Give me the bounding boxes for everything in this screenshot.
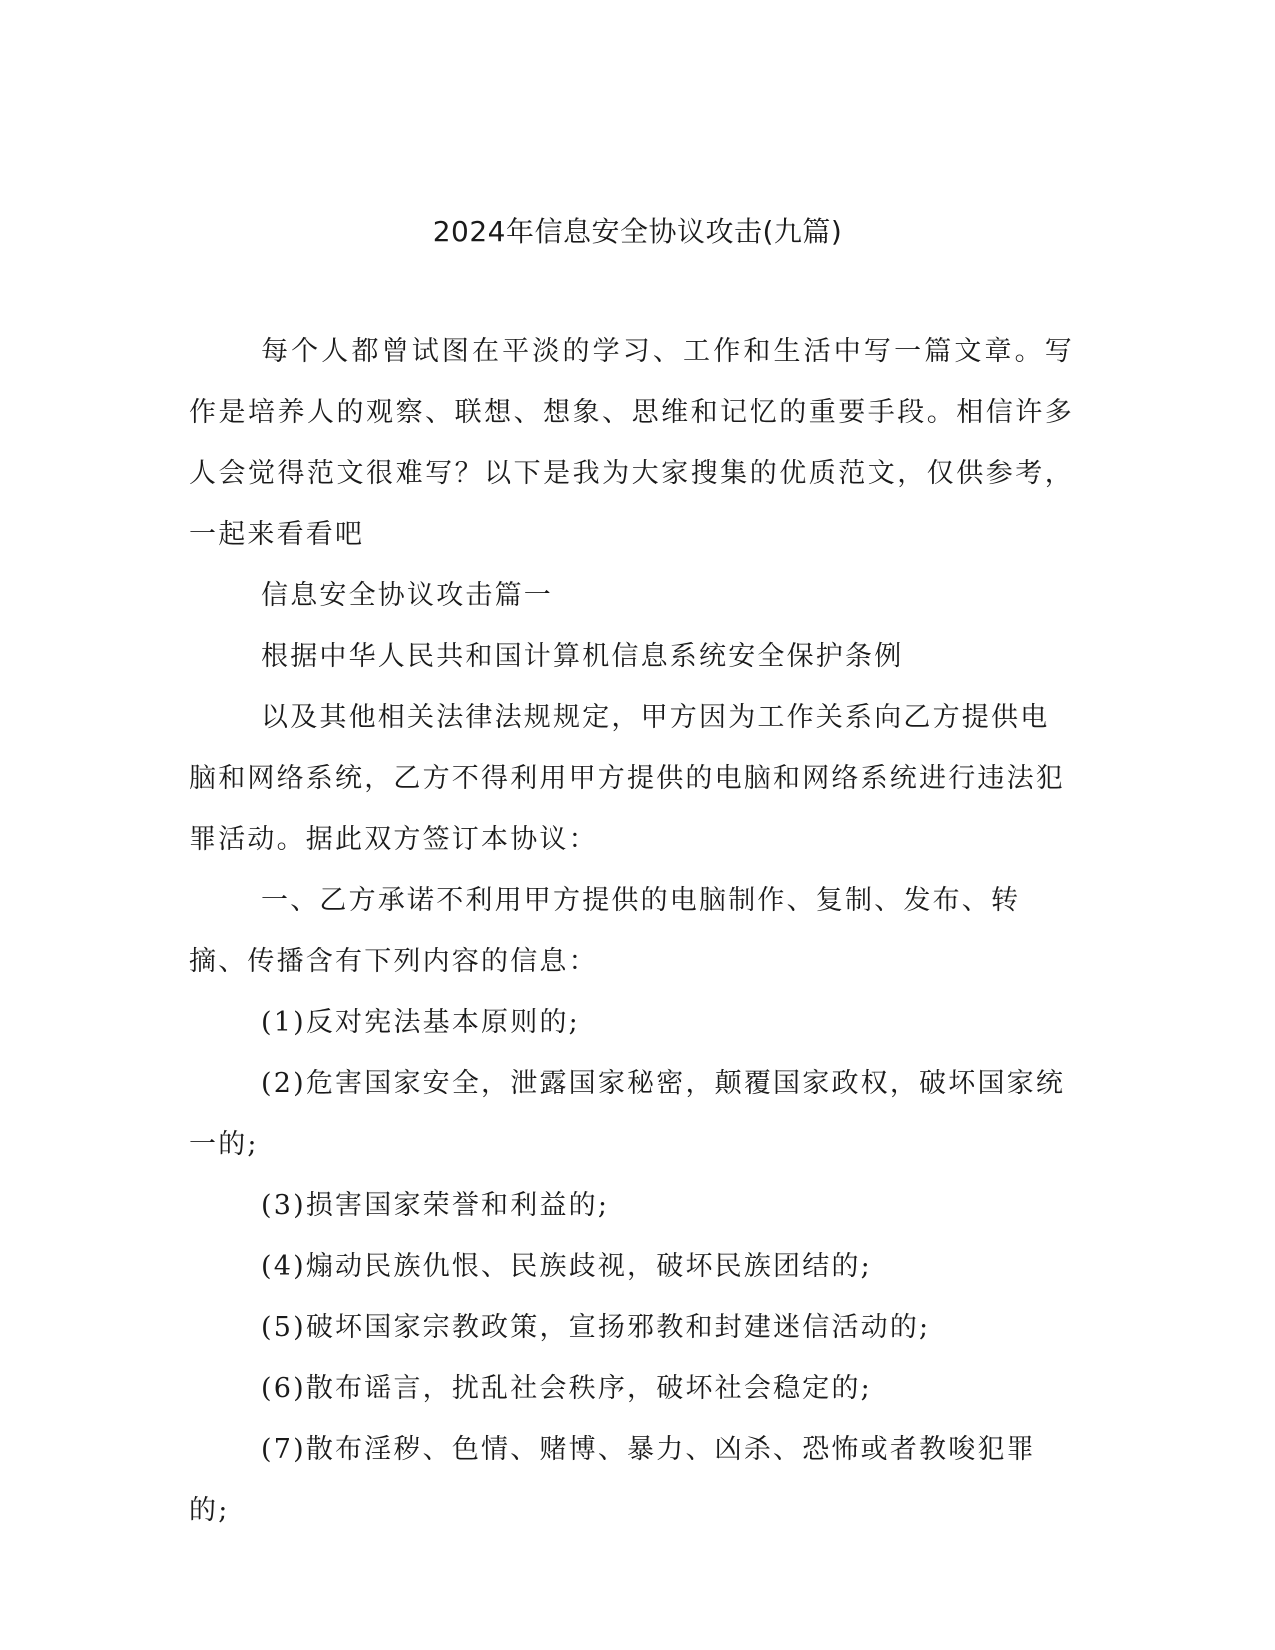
intro-paragraph: 每个人都曾试图在平淡的学习、工作和生活中写一篇文章。写作是培养人的观察、联想、想象、思维和记忆的重要手段。相信许多人会觉得范文很难写？以下是我为大家搜集的优质范文，仅供参考，一起来看看吧 [189, 336, 1074, 550]
document-body [189, 321, 1074, 1541]
list-item-7: (7)散布淫秽、色情、赌博、暴力、凶杀、恐怖或者教唆犯罪的; [189, 1434, 1036, 1526]
list-item-6: (6)散布谣言，扰乱社会秩序，破坏社会稳定的; [261, 1373, 872, 1404]
regulation-reference: 根据中华人民共和国计算机信息系统安全保护条例 [261, 641, 904, 672]
list-item-1: (1)反对宪法基本原则的; [261, 1007, 580, 1038]
list-item-2: (2)危害国家安全，泄露国家秘密，颠覆国家政权，破坏国家统一的; [189, 1068, 1066, 1160]
agreement-preamble: 以及其他相关法律法规规定，甲方因为工作关系向乙方提供电脑和网络系统，乙方不得利用甲方提供的电脑和网络系统进行违法犯罪活动。据此双方签订本协议： [189, 702, 1065, 855]
document-title: 2024年信息安全协议攻击(九篇) [432, 215, 843, 248]
list-item-5: (5)破坏国家宗教政策，宣扬邪教和封建迷信活动的; [261, 1312, 931, 1343]
list-item-3: (3)损害国家荣誉和利益的; [261, 1190, 610, 1221]
clause-one: 一、乙方承诺不利用甲方提供的电脑制作、复制、发布、转摘、传播含有下列内容的信息： [189, 885, 1021, 977]
list-item-4: (4)煽动民族仇恨、民族歧视，破坏民族团结的; [261, 1251, 872, 1282]
section-heading: 信息安全协议攻击篇一 [261, 580, 553, 611]
